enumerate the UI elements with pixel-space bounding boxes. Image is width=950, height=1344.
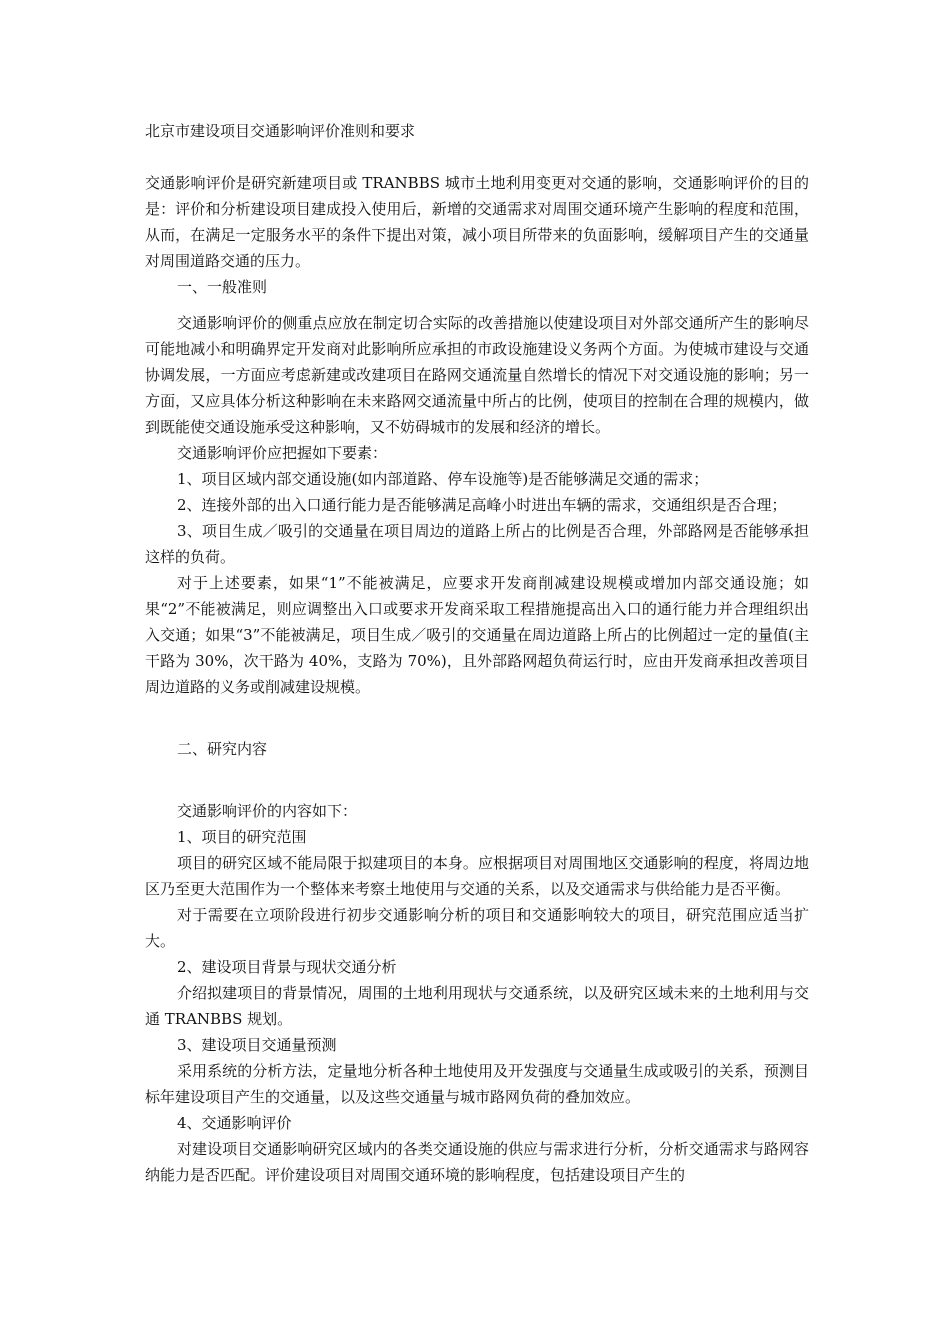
research-sub4-title: 4、交通影响评价 [177, 1114, 292, 1132]
research-paragraph-1: 交通影响评价的内容如下： [177, 802, 358, 820]
research-sub2-title: 2、建设项目背景与现状交通分析 [177, 958, 397, 976]
document-title: 北京市建设项目交通影响评价准则和要求 [145, 122, 416, 140]
research-sub3-title: 3、建设项目交通量预测 [177, 1036, 337, 1054]
research-sub2-paragraph-1: 介绍拟建项目的背景情况，周围的土地利用现状与交通系统，以及研究区域未来的土地利用与交通 TRANBBS 规划。 [145, 984, 809, 1028]
research-sub1-paragraph-1: 项目的研究区域不能局限于拟建项目的本身。应根据项目对周围地区交通影响的程度，将周边地区乃至更大范围作为一个整体来考察土地使用与交通的关系，以及交通需求与供给能力是否平衡。 [145, 854, 809, 898]
research-sub1-title: 1、项目的研究范围 [177, 828, 307, 846]
intro-paragraph: 交通影响评价是研究新建项目或 TRANBBS 城市土地利用变更对交通的影响，交通影响评价的目的是：评价和分析建设项目建成投入使用后，新增的交通需求对周围交通环境产生影响的程度和范围，从而，在满足一定服务水平的条件下提出对策，减小项目所带来的负面影响，缓解项目产生的交通量对周围道路交通的压力。 [145, 174, 809, 270]
general-paragraph-1: 交通影响评价的侧重点应放在制定切合实际的改善措施以使建设项目对外部交通所产生的影响尽可能地减小和明确界定开发商对此影响所应承担的市政设施建设义务两个方面。为使城市建设与交通协调发展，一方面应考虑新建或改建项目在路网交通流量自然增长的情况下对交通设施的影响；另一方面，又应具体分析这种影响在未来路网交通流量中所占的比例，使项目的控制在合理的规模内，做到既能使交通设施承受这种影响，又不妨碍城市的发展和经济的增长。 [145, 314, 809, 436]
general-item-2: 2、连接外部的出入口通行能力是否能够满足高峰小时进出车辆的需求，交通组织是否合理； [177, 496, 787, 514]
document-page [145, 118, 809, 1188]
general-paragraph-3: 对于上述要素，如果“1”不能被满足，应要求开发商削减建设规模或增加内部交通设施；如果“2”不能被满足，则应调整出入口或要求开发商采取工程措施提高出入口的通行能力并合理组织出入交通；如果“3”不能被满足，项目生成／吸引的交通量在周边道路上所占的比例超过一定的量值(主干路为 30%，次干路为 40%，支路为 70%)，且外部路网超负荷运行时，应由开发商承担改善项目周边道路的义务或削减建设规模。 [145, 574, 809, 696]
research-sub1-paragraph-2: 对于需要在立项阶段进行初步交通影响分析的项目和交通影响较大的项目，研究范围应适当扩大。 [145, 906, 809, 950]
section-heading-general: 一、一般准则 [177, 278, 268, 296]
general-item-1: 1、项目区域内部交通设施(如内部道路、停车设施等)是否能够满足交通的需求； [177, 470, 709, 488]
general-paragraph-2: 交通影响评价应把握如下要素： [177, 444, 388, 462]
research-sub4-paragraph-1: 对建设项目交通影响研究区域内的各类交通设施的供应与需求进行分析，分析交通需求与路网容纳能力是否匹配。评价建设项目对周围交通环境的影响程度，包括建设项目产生的 [145, 1140, 809, 1184]
section-heading-research: 二、研究内容 [177, 740, 268, 758]
research-sub3-paragraph-1: 采用系统的分析方法，定量地分析各种土地使用及开发强度与交通量生成或吸引的关系，预测目标年建设项目产生的交通量，以及这些交通量与城市路网负荷的叠加效应。 [145, 1062, 809, 1106]
general-item-3: 3、项目生成／吸引的交通量在项目周边的道路上所占的比例是否合理，外部路网是否能够承担这样的负荷。 [145, 522, 809, 566]
